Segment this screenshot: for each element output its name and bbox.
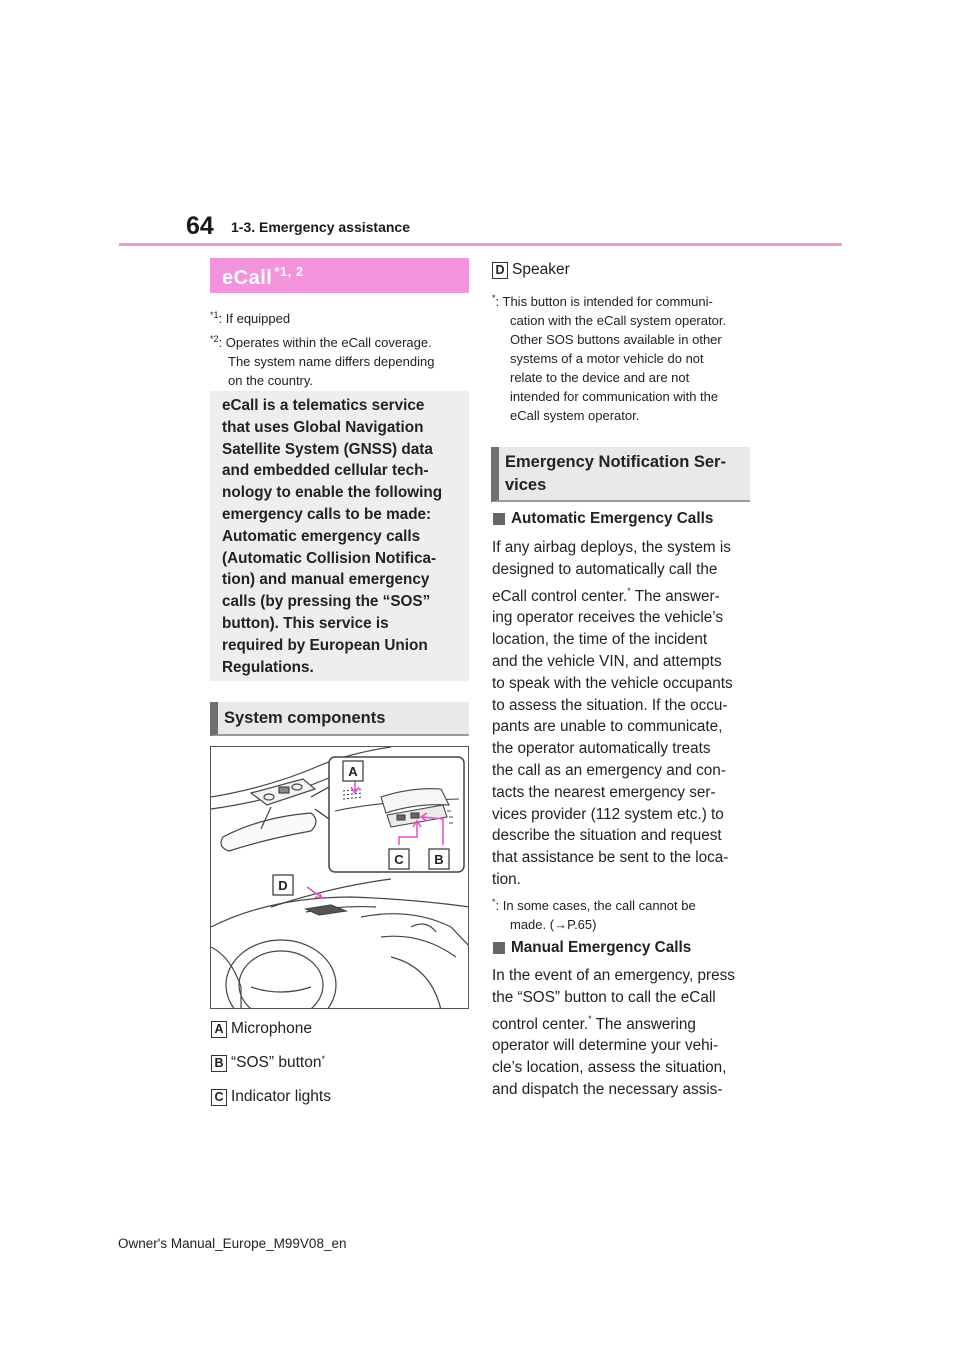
intro-box <box>210 391 469 681</box>
intro-line: eCall is a telematics service <box>222 397 425 414</box>
system-components-heading-text: System components <box>224 709 386 727</box>
figure-label-d: D <box>278 878 288 893</box>
manual-calls-heading <box>493 939 691 957</box>
body-line: cle’s location, assess the situation, <box>492 1059 727 1077</box>
ecall-heading-text: eCall <box>222 267 273 289</box>
body-line: to assess the situation. If the occu- <box>492 696 728 714</box>
intro-line: Automatic emergency calls <box>222 527 421 545</box>
key-text: Indicator lights <box>231 1088 331 1105</box>
body-line: describe the situation and request <box>492 827 722 845</box>
figure-label-a: A <box>348 764 358 779</box>
body-line: and the vehicle VIN, and attempts <box>492 652 722 670</box>
body-line: The answering <box>591 1015 696 1033</box>
intro-line: (Automatic Collision Notifica- <box>222 549 437 567</box>
system-components-figure <box>210 746 469 1009</box>
automatic-calls-note: *: In some cases, the call cannot be made. (→P.65) <box>492 893 757 934</box>
note-line: cation with the eCall system operator. <box>510 313 727 328</box>
bullet-square-icon <box>493 942 505 954</box>
intro-line: emergency calls to be made: <box>222 505 432 523</box>
emergency-notification-heading <box>491 447 750 502</box>
note-line: This button is intended for communi- <box>502 294 713 309</box>
body-line: ing operator receives the vehicle’s <box>492 609 723 627</box>
note-line: intended for communication with the <box>510 389 719 404</box>
key-letter-box: D <box>492 262 508 279</box>
body-line: operator will determine your vehi- <box>492 1037 719 1055</box>
intro-line: calls (by pressing the “SOS” <box>222 593 431 611</box>
intro-line: that uses Global Navigation <box>222 418 424 436</box>
footnote-ref: * <box>588 1013 592 1024</box>
footnote-text: The system name differs depending <box>228 354 435 369</box>
note-line: Other SOS buttons available in other <box>510 332 722 347</box>
body-line: to speak with the vehicle occupants <box>492 674 733 692</box>
note-line: In some cases, the call cannot be <box>502 898 696 913</box>
system-components-heading <box>210 702 469 736</box>
body-line: tacts the nearest emergency ser- <box>492 783 716 801</box>
body-line: control center. <box>492 1015 589 1033</box>
body-line: eCall control center. <box>492 587 628 605</box>
body-line: In the event of an emergency, press <box>492 967 735 984</box>
key-letter-box: B <box>211 1055 227 1072</box>
page-number: 64 <box>186 212 214 240</box>
key-text: “SOS” button <box>231 1054 322 1071</box>
intro-line: required by European Union <box>222 636 428 654</box>
bullet-square-icon <box>493 513 505 525</box>
manual-calls-body <box>492 965 757 1101</box>
footnote-text: Operates within the eCall coverage. <box>225 335 432 350</box>
note-line: made. (→P.65) <box>510 917 597 932</box>
key-letter-box: A <box>211 1021 227 1038</box>
page-footer: Owner's Manual_Europe_M99V08_en <box>118 1236 347 1251</box>
body-line: pants are unable to communicate, <box>492 718 723 736</box>
note-line: relate to the device and are not <box>510 370 690 385</box>
heading-line: vices <box>505 476 547 494</box>
body-line: The answer- <box>630 587 720 605</box>
key-letter-box: C <box>211 1089 227 1106</box>
footnote-ref: * <box>627 585 631 596</box>
body-line: designed to automatically call the <box>492 560 718 578</box>
key-item-indicator-lights <box>211 1088 331 1106</box>
body-line: that assistance be sent to the loca- <box>492 849 729 867</box>
footnote-mark: *2 <box>210 334 219 344</box>
figure-label-c: C <box>394 852 404 867</box>
ecall-heading <box>222 264 304 290</box>
body-line: If any airbag deploys, the system is <box>492 539 731 556</box>
body-line: the call as an emergency and con- <box>492 761 726 779</box>
body-line: and dispatch the necessary assis- <box>492 1080 723 1098</box>
note-line: eCall system operator. <box>510 408 640 423</box>
body-line: the “SOS” button to call the eCall <box>492 988 716 1006</box>
intro-line: and embedded cellular tech- <box>222 462 429 480</box>
intro-line: tion) and manual emergency <box>222 571 430 589</box>
footnote-mark: *1 <box>210 310 219 320</box>
ecall-heading-bar <box>210 258 469 293</box>
note-line: systems of a motor vehicle do not <box>510 351 704 366</box>
car-interior-illustration <box>211 747 469 1009</box>
footnote-2: $^{*2}$: Operates within the eCall coverage. The system name differs depending on the country. <box>210 330 470 390</box>
sos-button-note: *: This button is intended for communi- cation with the eCall system operator. Other SOS buttons available in other systems of a motor vehicle do not relate to the device and are not intended for communication with the eCall system operator. <box>492 289 757 425</box>
key-item-speaker <box>492 261 570 279</box>
footnote-mark: * <box>492 897 496 907</box>
key-footnote-ref: * <box>321 1054 325 1064</box>
intro-line: Satellite System (GNSS) data <box>222 440 433 458</box>
subheading-text: Manual Emergency Calls <box>511 939 692 956</box>
key-text: Microphone <box>231 1020 312 1037</box>
key-item-microphone <box>211 1020 312 1038</box>
automatic-calls-body <box>492 537 757 891</box>
footnote-mark: * <box>492 293 496 303</box>
intro-line: Regulations. <box>222 658 314 676</box>
intro-text <box>222 395 457 678</box>
section-title: 1-3. Emergency assistance <box>231 219 410 235</box>
heading-line: Emergency Notification Ser- <box>505 453 726 471</box>
intro-line: nology to enable the following <box>222 484 443 502</box>
subheading-text: Automatic Emergency Calls <box>511 510 714 527</box>
footnote-1: $^{*1}$: If equipped <box>210 310 291 326</box>
body-line: tion. <box>492 870 521 888</box>
ecall-heading-footnote-ref: *1, 2 <box>274 264 304 279</box>
key-item-sos-button <box>211 1054 325 1072</box>
intro-line: button). This service is <box>222 614 389 632</box>
body-line: vices provider (112 system etc.) to <box>492 805 724 823</box>
automatic-calls-heading <box>493 510 713 528</box>
body-line: location, the time of the incident <box>492 631 708 649</box>
body-line: the operator automatically treats <box>492 740 711 758</box>
footnote-text: on the country. <box>228 373 314 388</box>
header-divider <box>119 243 842 246</box>
key-text: Speaker <box>512 261 570 278</box>
footnote-text: If equipped <box>225 311 291 326</box>
figure-label-b: B <box>434 852 444 867</box>
